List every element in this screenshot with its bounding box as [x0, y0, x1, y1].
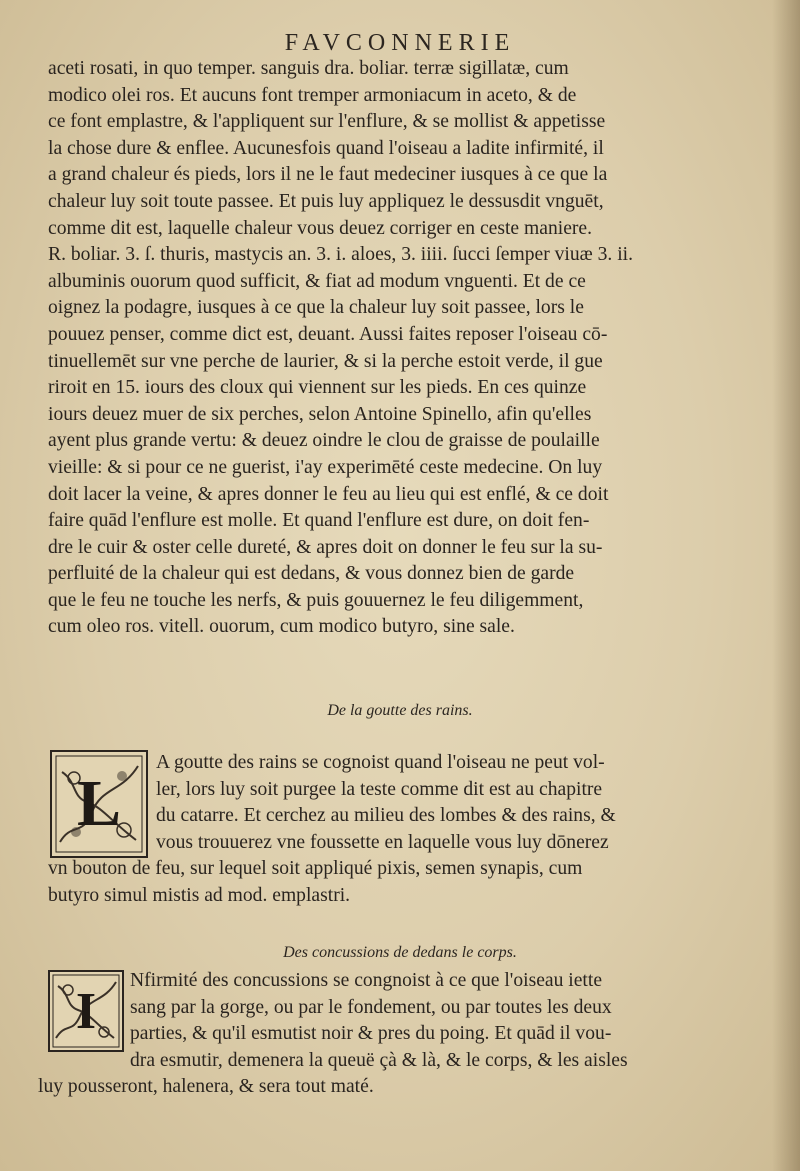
text-line: parties, & qu'il esmutist noir & pres du poing. Et quād il vou-: [130, 1023, 612, 1045]
text-line: vieille: & si pour ce ne guerist, i'ay experimēté ceste medecine. On luy: [48, 456, 603, 478]
text-line: albuminis ouorum quod sufficit, & fiat ad modum vnguenti. Et de ce: [48, 270, 586, 292]
dropcap-letter: I: [75, 982, 97, 1040]
text-line: riroit en 15. iours des cloux qui viennent sur les pieds. En ces quinze: [48, 377, 587, 399]
text-line: comme dit est, laquelle chaleur vous deuez corriger en ceste maniere.: [48, 217, 593, 239]
paragraph-1: [48, 56, 770, 641]
section-heading-goutte: De la goutte des rains.: [327, 702, 473, 719]
text-line: vous trouuerez vne foussette en laquelle vous luy dōnerez: [156, 831, 609, 853]
text-line: luy pousseront, halenera, & sera tout maté.: [38, 1076, 374, 1098]
text-line: ayent plus grande vertu: & deuez oindre le clou de graisse de poulaille: [48, 430, 600, 452]
text-line: que le feu ne touche les nerfs, & puis gouuernez le feu diligemment,: [48, 589, 584, 611]
text-line: a grand chaleur és pieds, lors il ne le faut medeciner iusques à ce que la: [48, 164, 608, 186]
text-line: ler, lors luy soit purgee la teste comme dit est au chapitre: [156, 778, 603, 800]
running-title: FAVCONNERIE: [284, 30, 516, 56]
text-line: pouuez penser, comme dict est, deuant. Aussi faites reposer l'oiseau cō-: [48, 323, 608, 345]
dropcap-letter: L: [76, 767, 122, 840]
text-line: butyro simul mistis ad mod. emplastri.: [48, 884, 351, 906]
text-line: R. boliar. 3. ſ. thuris, mastycis an. 3. i. aloes, 3. iiii. ſucci ſemper viuæ 3. ii.: [48, 244, 634, 266]
text-line: A goutte des rains se cognoist quand l'oiseau ne peut vol-: [156, 752, 605, 773]
text-line: dre le cuir & oster celle dureté, & apres doit on donner le feu sur la su-: [48, 536, 603, 558]
text-line: perfluité de la chaleur qui est dedans, & vous donnez bien de garde: [48, 563, 575, 585]
text-line: du catarre. Et cerchez au milieu des lombes & des rains, &: [156, 805, 616, 827]
text-line: dra esmutir, demenera la queuë çà & là, & le corps, & les aisles: [130, 1049, 628, 1071]
text-line: sang par la gorge, ou par le fondement, ou par toutes les deux: [130, 996, 612, 1018]
text-line: doit lacer la veine, & apres donner le feu au lieu qui est enflé, & ce doit: [48, 483, 609, 505]
text-line: ce font emplastre, & l'appliquent sur l'enflure, & se mollist & appetisse: [48, 111, 606, 133]
paragraph-goutte: [48, 750, 770, 910]
text-line: Nfirmité des concussions se congnoist à ce que l'oiseau iette: [130, 970, 603, 991]
text-line: vn bouton de feu, sur lequel soit appliqué pixis, semen synapis, cum: [48, 858, 583, 880]
text-line: modico olei ros. Et aucuns font tremper armoniacum in aceto, & de: [48, 84, 577, 106]
text-line: iours deuez muer de six perches, selon Antoine Spinello, afin qu'elles: [48, 403, 592, 425]
text-line: cum oleo ros. vitell. ouorum, cum modico butyro, sine sale.: [48, 616, 515, 638]
section-heading-concussions: Des concussions de dedans le corps.: [283, 944, 517, 961]
page-gutter-shadow: [772, 0, 800, 1171]
text-line: oignez la podagre, iusques à ce que la chaleur luy soit passee, lors le: [48, 297, 584, 319]
text-line: aceti rosati, in quo temper. sanguis dra. boliar. terræ sigillatæ, cum: [48, 58, 569, 79]
text-line: la chose dure & enflee. Aucunesfois quand l'oiseau a ladite infirmité, il: [48, 137, 604, 159]
text-line: chaleur luy soit toute passee. Et puis luy appliquez le dessusdit vnguēt,: [48, 190, 604, 212]
text-line: tinuellemēt sur vne perche de laurier, & si la perche estoit verde, il gue: [48, 350, 603, 372]
text-line: faire quād l'enflure est molle. Et quand l'enflure est dure, on doit fen-: [48, 510, 590, 532]
paragraph-concussions: [38, 968, 770, 1101]
